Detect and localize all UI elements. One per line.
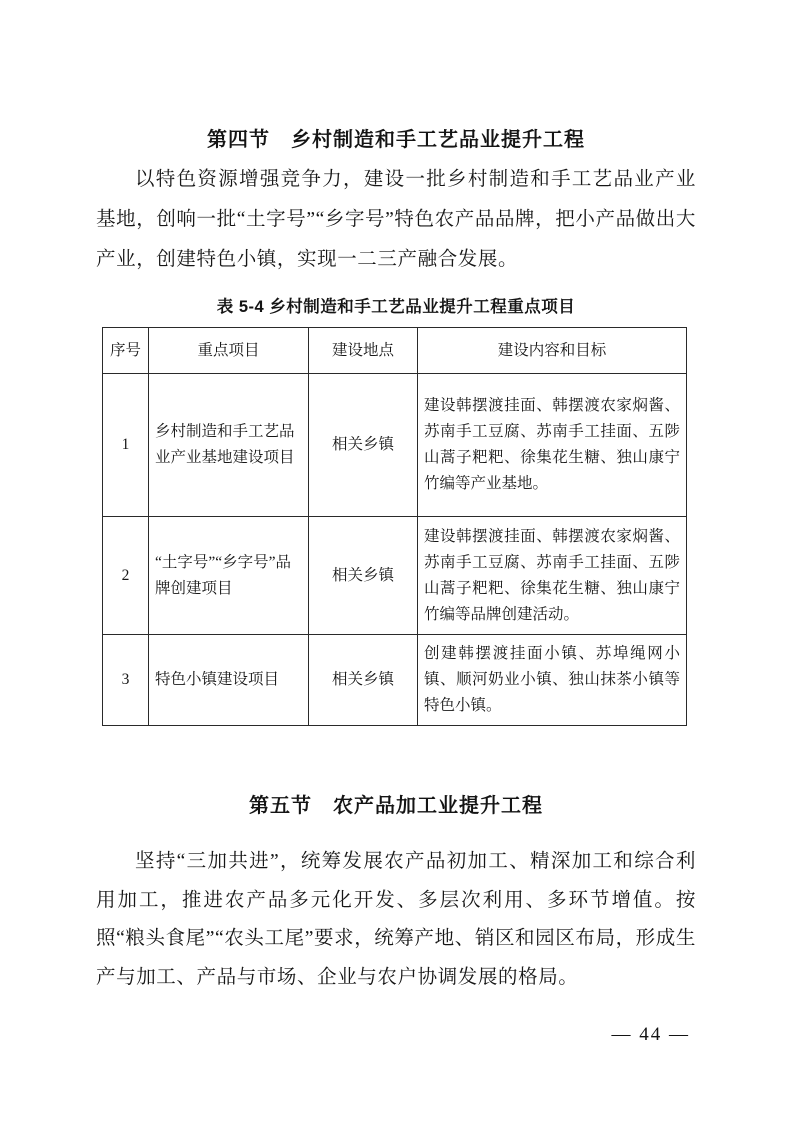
table-row [103, 635, 687, 726]
row-3-location: 相关乡镇 [309, 635, 418, 726]
table-caption: 表 5-4 乡村制造和手工艺品业提升工程重点项目 [216, 298, 576, 316]
header-cell-no: 序号 [103, 328, 149, 374]
header-cell-location: 建设地点 [309, 328, 418, 374]
section-5-heading: 第五节 农产品加工业提升工程 [249, 795, 543, 817]
row-3-project: 特色小镇建设项目 [149, 635, 309, 726]
row-3-no: 3 [103, 635, 149, 726]
row-2-location: 相关乡镇 [309, 517, 418, 635]
row-3-content: 创建韩摆渡挂面小镇、苏埠绳网小镇、顺河奶业小镇、独山抹茶小镇等特色小镇。 [418, 635, 687, 726]
table-row [103, 374, 687, 517]
table-row [103, 517, 687, 635]
row-2-content: 建设韩摆渡挂面、韩摆渡农家焖酱、苏南手工豆腐、苏南手工挂面、五陟山蒿子粑粑、徐集花生糖、独山康宁竹编等品牌创建活动。 [418, 517, 687, 635]
section-4-paragraph: 以特色资源增强竞争力，建设一批乡村制造和手工艺品业产业基地，创响一批“土字号”“乡字号”特色农产品品牌，把小产品做出大产业，创建特色小镇，实现一二三产融合发展。 [96, 169, 696, 270]
row-1-no: 1 [103, 374, 149, 517]
section-5-paragraph: 坚持“三加共进”，统筹发展农产品初加工、精深加工和综合利用加工，推进农产品多元化开发、多层次利用、多环节增值。按照“粮头食尾”“农头工尾”要求，统筹产地、销区和园区布局，形成生产与加工、产品与市场、企业与农户协调发展的格局。 [96, 851, 696, 988]
header-cell-project: 重点项目 [149, 328, 309, 374]
row-2-project: “土字号”“乡字号”品牌创建项目 [149, 517, 309, 635]
page-number: — 44 — [611, 1024, 690, 1045]
row-1-content: 建设韩摆渡挂面、韩摆渡农家焖酱、苏南手工豆腐、苏南手工挂面、五陟山蒿子粑粑、徐集花生糖、独山康宁竹编等产业基地。 [418, 374, 687, 517]
table-header-row [103, 328, 687, 374]
row-2-no: 2 [103, 517, 149, 635]
row-1-location: 相关乡镇 [309, 374, 418, 517]
key-projects-table [102, 327, 687, 726]
row-1-project: 乡村制造和手工艺品业产业基地建设项目 [149, 374, 309, 517]
header-cell-content: 建设内容和目标 [418, 328, 687, 374]
section-4-heading: 第四节 乡村制造和手工艺品业提升工程 [207, 129, 585, 151]
